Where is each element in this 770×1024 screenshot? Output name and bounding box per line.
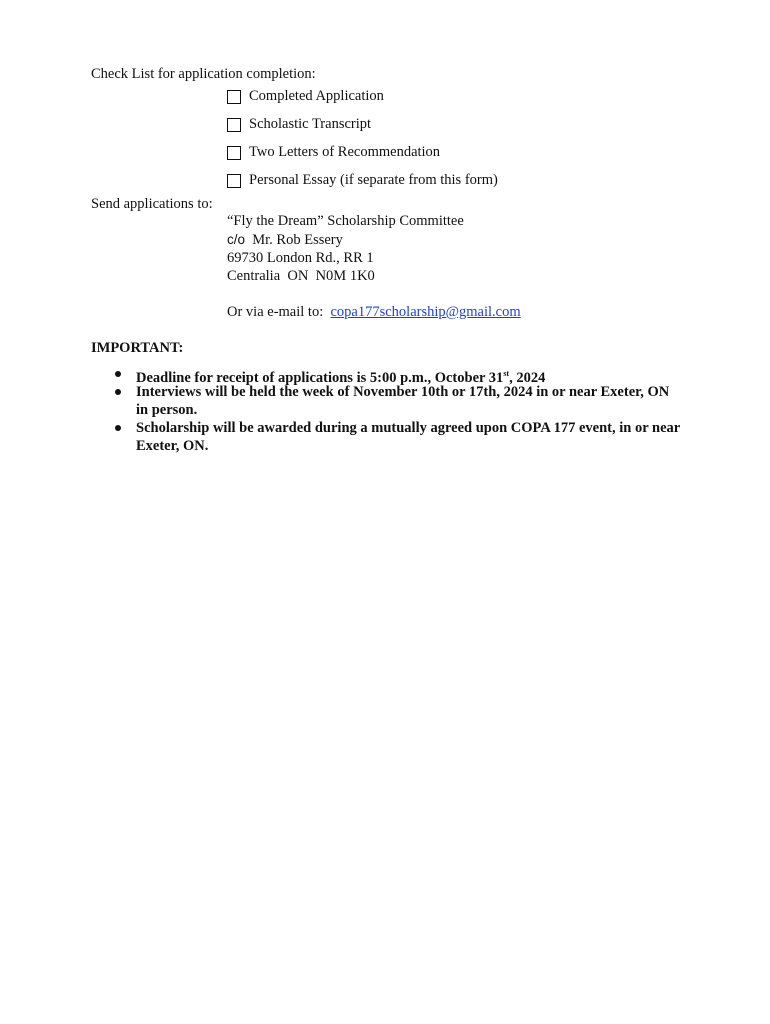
care-of-line [227,232,343,249]
checkbox[interactable] [227,174,241,188]
bullet-icon [115,425,121,431]
checkbox[interactable] [227,118,241,132]
city-line: Centralia ON N0M 1K0 [227,268,375,284]
checklist-item-label: Scholastic Transcript [249,116,372,132]
email-label: Or via e-mail to: [227,304,324,320]
committee-name: “Fly the Dream” Scholarship Committee [227,213,464,229]
checkbox[interactable] [227,90,241,104]
email-link[interactable]: copa177scholarship@gmail.com [330,304,521,320]
bullet-icon [115,389,121,395]
deadline-year: , 2024 [509,369,546,386]
checklist-item-label: Completed Application [249,88,384,104]
deadline-suffix: st [503,369,510,378]
street-address: 69730 London Rd., RR 1 [227,250,374,266]
checklist-heading: Check List for application completion: [91,66,316,82]
checklist-item-label: Two Letters of Recommendation [249,144,441,160]
checkbox[interactable] [227,146,241,160]
award-item: Scholarship will be awarded during a mutually agreed upon COPA 177 event, in or near Exeter, ON. [136,420,680,454]
send-heading: Send applications to: [91,196,213,212]
bullet-icon [115,371,121,377]
important-heading: IMPORTANT: [91,340,184,356]
deadline-text: Deadline for receipt of applications is 5:00 p.m., October 31 [136,369,504,386]
care-of-name: Mr. Rob Essery [252,232,343,248]
interviews-item: Interviews will be held the week of November 10th or 17th, 2024 in or near Exeter, ON in person. [136,384,670,418]
email-line [227,304,521,321]
care-of-prefix: c/o [227,232,246,247]
checklist-item-label: Personal Essay (if separate from this form) [249,172,498,188]
